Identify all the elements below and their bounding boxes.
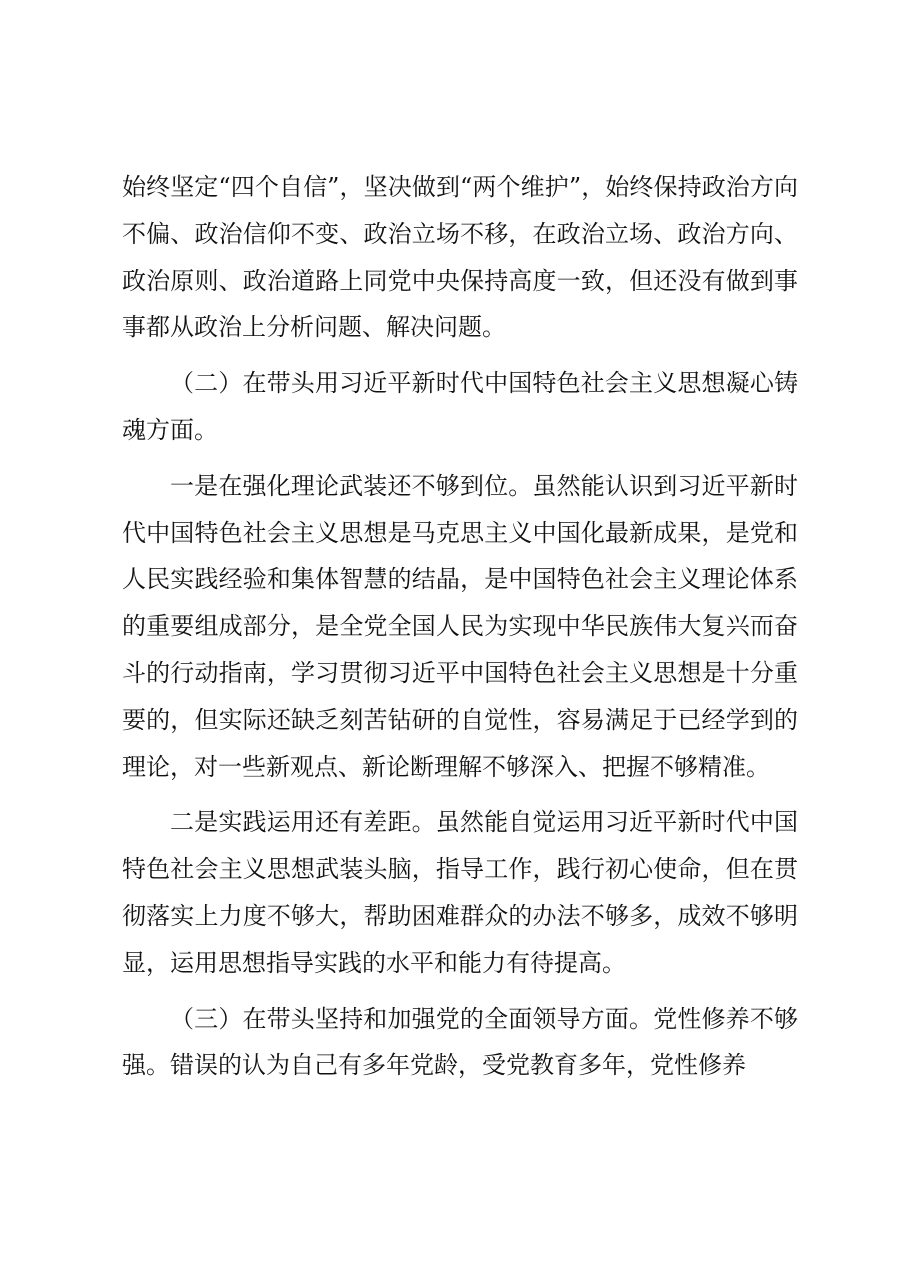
paragraph-continuation: 始终坚定“四个自信”，坚决做到“两个维护”，始终保持政治方向不偏、政治信仰不变、政治立场不移，在政治立场、政治方向、政治原则、政治道路上同党中央保持高度一致，但还没有做到事事都从政治上分析问题、解决问题。: [122, 173, 798, 342]
section-heading-three: （三）在带头坚持和加强党的全面领导方面。党性修养不够强。错误的认为自己有多年党龄，受党教育多年，党性修养: [122, 1004, 798, 1080]
section-heading-two: （二）在带头用习近平新时代中国特色社会主义思想凝心铸魂方面。: [122, 369, 798, 444]
document-body: [122, 164, 798, 1098]
paragraph-practice-gap: 二是实践运用还有差距。虽然能自觉运用习近平新时代中国特色社会主义思想武装头脑，指导工作，践行初心使命，但在贯彻落实上力度不够大，帮助困难群众的办法不够多，成效不够明显，运用思想指导实践的水平和能力有待提高。: [122, 808, 798, 977]
paragraph-theory-arming: 一是在强化理论武装还不够到位。虽然能认识到习近平新时代中国特色社会主义思想是马克思主义中国化最新成果，是党和人民实践经验和集体智慧的结晶，是中国特色社会主义理论体系的重要组成部分，是全党全国人民为实现中华民族伟大复兴而奋斗的行动指南，学习贯彻习近平中国特色社会主义思想是十分重要的，但实际还缺乏刻苦钻研的自觉性，容易满足于已经学到的理论，对一些新观点、新论断理解不够深入、把握不够精准。: [122, 471, 798, 781]
